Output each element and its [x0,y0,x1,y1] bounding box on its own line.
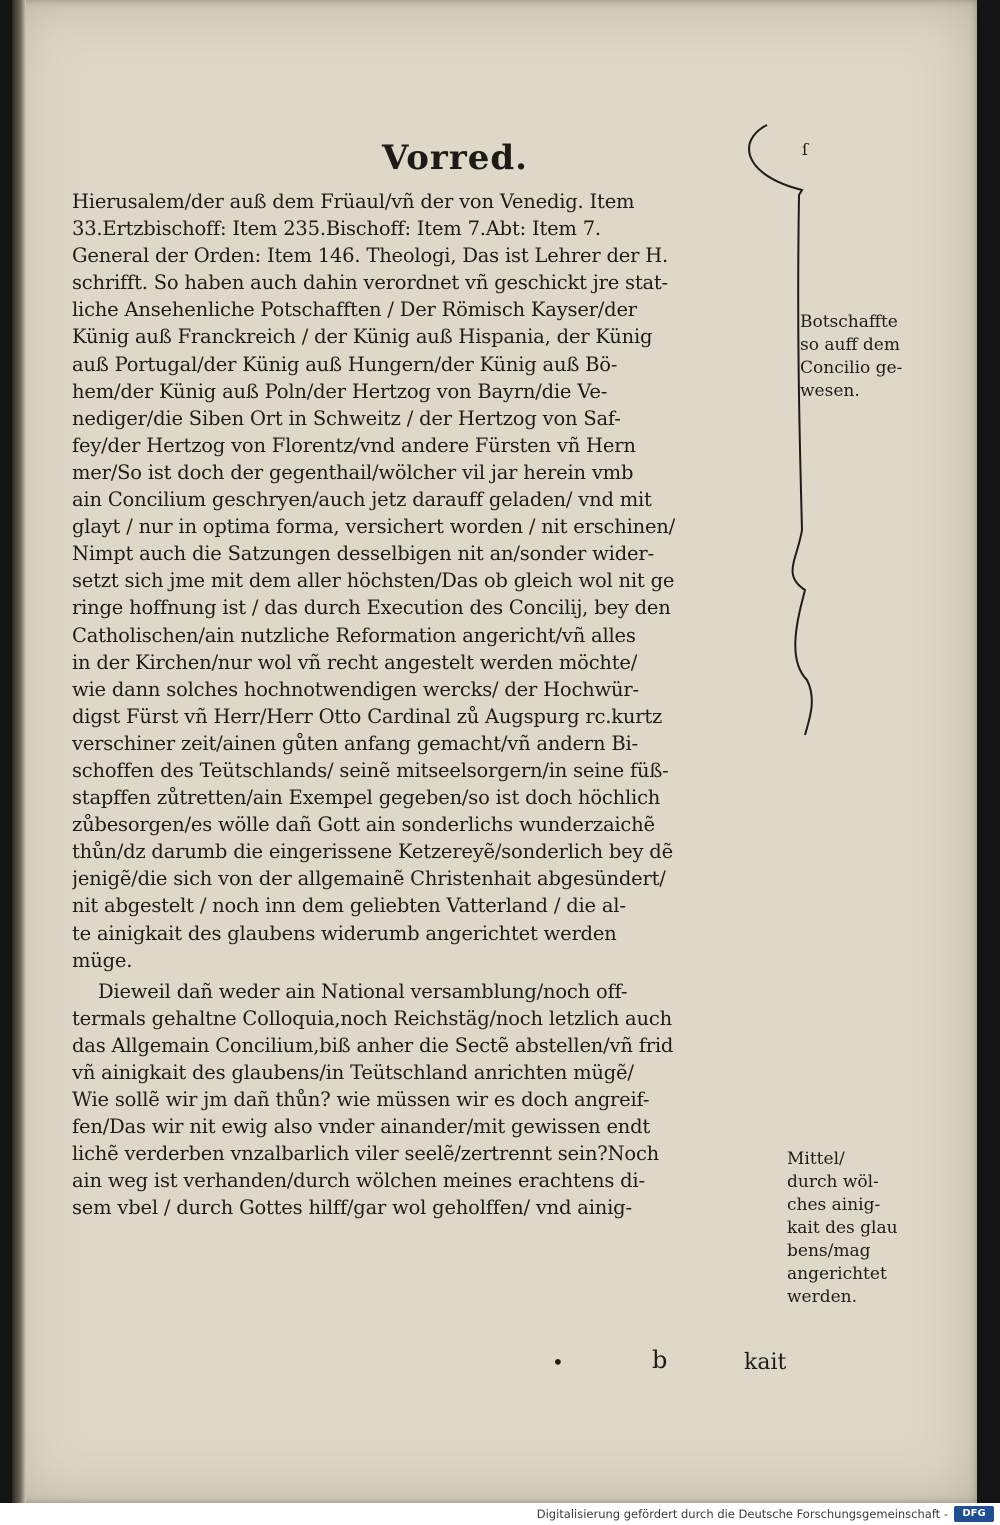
margin-mark: ſ [802,140,808,159]
text-line: in der Kirchen/nur wol vñ recht angestelt werden möchte/ [72,650,638,674]
text-line: ain Concilium geschryen/auch jetz darauff geladen/ vnd mit [72,488,652,512]
footer-credit: Digitalisierung gefördert durch die Deutsche Forschungsgemeinschaft - [536,1507,948,1521]
text-line: te ainigkait des glaubens widerumb angerichtet werden [72,921,617,945]
page-heading: Vorred. [382,138,529,178]
text-line: ringe hoffnung ist / das durch Execution des Concilij, bey den [72,596,671,620]
text-line: General der Orden: Item 146. Theologi, Das ist Lehrer der H. [72,244,669,268]
text-line: fey/der Hertzog von Florentz/vnd andere Fürsten vñ Hern [72,433,636,457]
main-text-block [72,188,792,1222]
margin-note-line: durch wöl- [787,1172,879,1192]
text-line: Hierusalem/der auß dem Früaul/vñ der von Venedig. Item [72,190,635,213]
margin-note-line: werden. [787,1287,858,1307]
margin-note-line: so auff dem [800,335,900,355]
text-line: auß Portugal/der Künig auß Hungern/der Künig auß Bö- [72,352,618,376]
text-line: Catholischen/ain nutzliche Reformation angericht/vñ alles [72,623,636,647]
text-line: Nimpt auch die Satzungen desselbigen nit an/sonder wider- [72,542,654,566]
dfg-logo-icon[interactable]: DFG [954,1506,994,1522]
text-line: lichẽ verderben vnzalbarlich viler seelẽ/zertrennt sein?Noch [72,1142,660,1166]
text-line: glayt / nur in optima forma, versichert worden / nit erschinen/ [72,515,676,539]
text-line: 33.Ertzbischoff: Item 235.Bischoff: Item 7.Abt: Item 7. [72,217,601,241]
text-line: jenigẽ/die sich von der allgemainẽ Christenhait abgesündert/ [72,867,666,891]
text-line: vñ ainigkait des glaubens/in Teütschland anrichten mügẽ/ [72,1061,634,1084]
text-line: ain weg ist verhanden/durch wölchen meines erachtens di- [72,1169,645,1193]
text-line: setzt sich jme mit dem aller höchsten/Das ob gleich wol nit ge [72,569,675,593]
text-line: nediger/die Siben Ort in Schweitz / der Hertzog von Saf- [72,406,621,430]
margin-note-embassies [800,311,902,403]
margin-note-line: Mittel/ [787,1149,845,1169]
text-line: schrifft. So haben auch dahin verordnet vñ geschickt jre stat- [72,271,668,295]
text-line: nit abgestelt / noch inn dem geliebten Vatterland / die al- [72,894,626,918]
catchword: kait [744,1350,787,1375]
text-line: verschiner zeit/ainen gůten anfang gemacht/vñ andern Bi- [72,731,638,755]
decorative-dot: • [552,1350,564,1374]
text-line: stapffen zůtretten/ain Exempel gegeben/so ist doch höchlich [72,786,661,810]
book-page [12,0,977,1503]
text-line: wie dann solches hochnotwendigen wercks/ der Hochwür- [72,677,639,701]
text-line: mer/So ist doch der gegenthail/wölcher vil jar herein vmb [72,460,634,484]
text-line: schoffen des Teütschlands/ seinẽ mitseelsorgern/in seine füß- [72,758,669,782]
text-line: sem vbel / durch Gottes hilff/gar wol geholffen/ vnd ainig- [72,1196,632,1220]
text-line: fen/Das wir nit ewig also vnder ainander/mit gewissen endt [72,1115,651,1139]
text-line: Wie sollẽ wir jm dañ thůn? wie müssen wir es doch angreif- [72,1088,650,1112]
text-line: Dieweil dañ weder ain National versamblung/noch off- [98,979,628,1003]
text-line: zůbesorgen/es wölle dañ Gott ain sonderlichs wunderzaichẽ [72,813,655,837]
margin-note-line: Botschaffte [800,312,898,332]
text-line: liche Ansehenliche Potschafften / Der Römisch Kayser/der [72,298,637,322]
text-line: thůn/dz darumb die eingerissene Ketzereyẽ/sonderlich bey dẽ [72,840,673,864]
text-line: hem/der Künig auß Poln/der Hertzog von Bayrn/die Ve- [72,379,608,403]
text-line: Künig auß Franckreich / der Künig auß Hispania, der Künig [72,325,653,349]
footer-bar [0,1503,1000,1525]
margin-note-line: Concilio ge- [800,358,903,378]
margin-note-means [787,1148,898,1309]
text-line: das Allgemain Concilium,biß anher die Sectẽ abstellen/vñ frid [72,1033,674,1057]
signature-mark: b [652,1346,668,1374]
margin-note-line: kait des glau [787,1218,898,1238]
margin-note-line: ches ainig- [787,1195,881,1215]
margin-note-line: wesen. [800,381,860,401]
text-line: digst Fürst vñ Herr/Herr Otto Cardinal zů Augspurg rc.kurtz [72,704,663,728]
margin-note-line: angerichtet [787,1264,887,1284]
margin-note-line: bens/mag [787,1241,871,1261]
text-line: termals gehaltne Colloquia,noch Reichstäg/noch letzlich auch [72,1006,672,1030]
text-line: müge. [72,948,133,972]
page-gutter [12,0,26,1503]
